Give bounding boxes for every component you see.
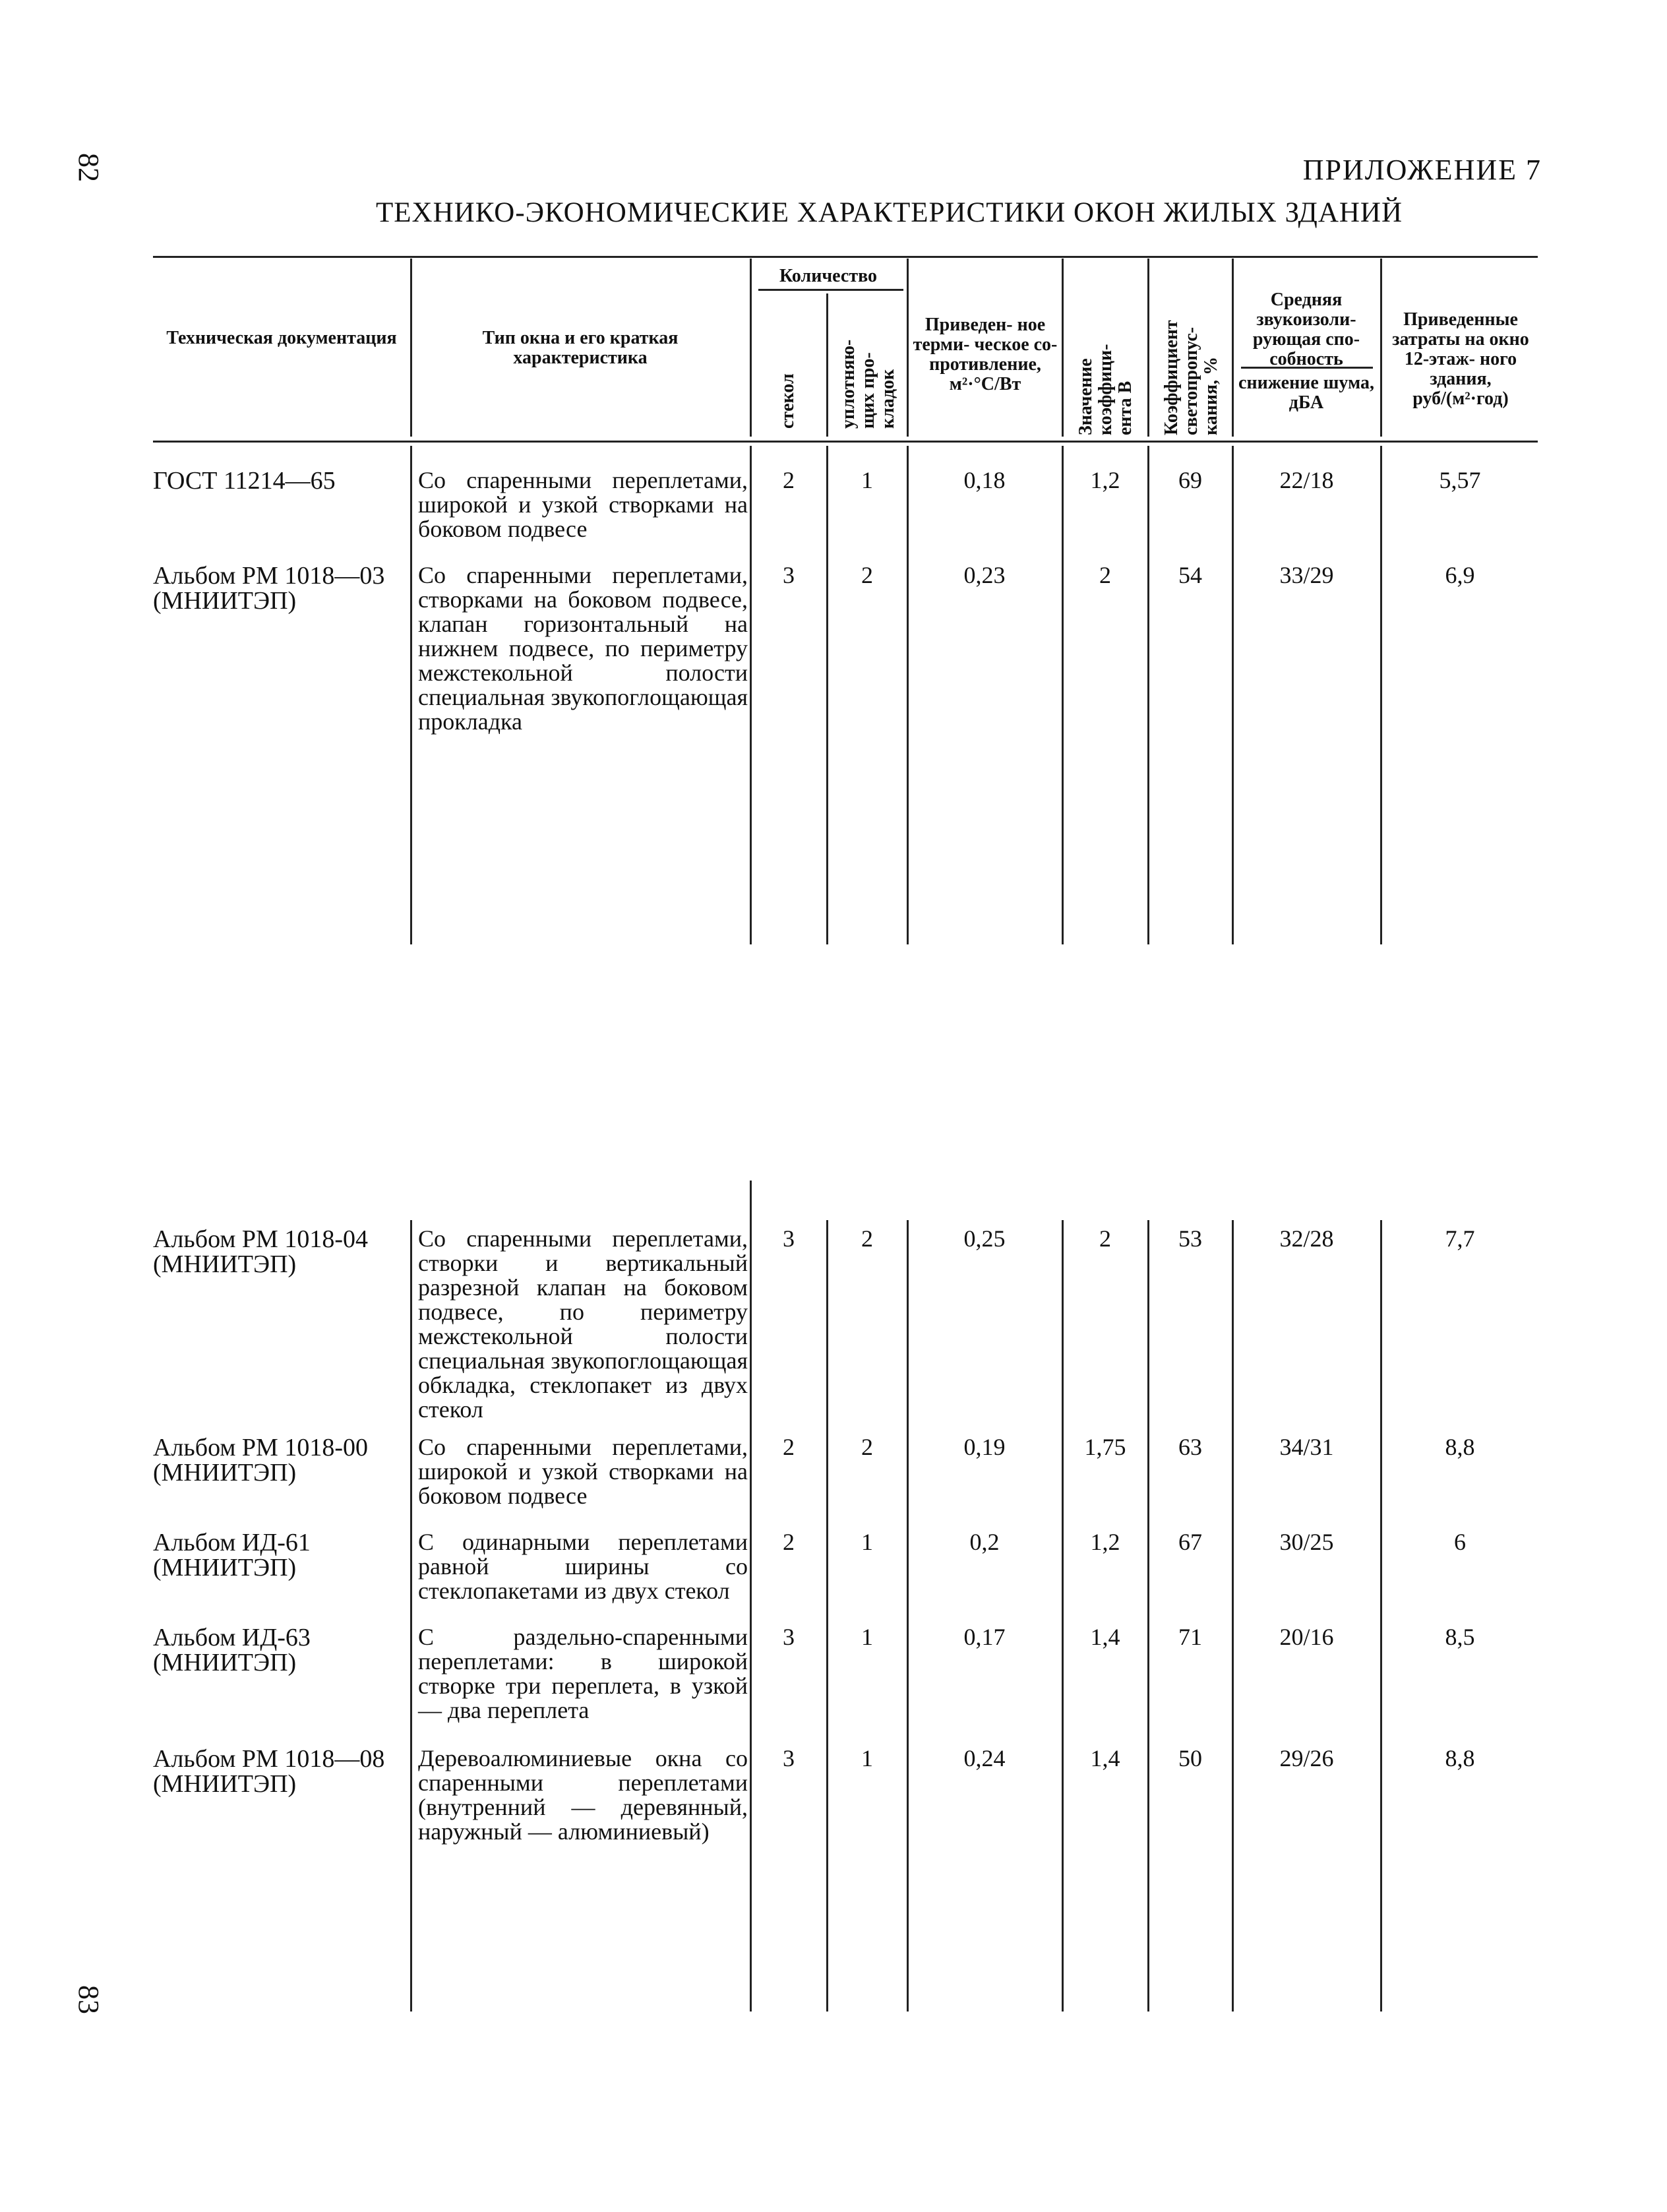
- header-type: Тип окна и его краткая характеристика: [482, 328, 679, 368]
- page-number-bottom: 83: [73, 1985, 105, 2014]
- body-sep: [1380, 1220, 1382, 2012]
- row-noise: 30/25: [1279, 1529, 1334, 1555]
- body-sep: [410, 446, 412, 944]
- header-sep: [907, 259, 909, 437]
- body-sep: [1147, 446, 1149, 944]
- row-desc: Со спаренными переплетами, створки и вертикальный разрезной клапан на боковом подвесе, по периметру межстекольной полости специальная звукопоглощающая обкладка, стеклопакет из двух стекол: [418, 1225, 748, 1423]
- appendix-label: ПРИЛОЖЕНИЕ 7: [1302, 154, 1542, 186]
- row-noise: 34/31: [1279, 1434, 1334, 1460]
- header-sep: [1380, 259, 1382, 437]
- row-cost: 6,9: [1445, 562, 1475, 588]
- header-sep: [1062, 259, 1064, 437]
- header-noise: снижение шума, дБА: [1238, 373, 1374, 413]
- row-coef-b: 1,2: [1090, 1529, 1120, 1555]
- row-glass: 3: [783, 1624, 795, 1650]
- page-title: ТЕХНИКО-ЭКОНОМИЧЕСКИЕ ХАРАКТЕРИСТИКИ ОКОН ЖИЛЫХ ЗДАНИЙ: [376, 197, 1403, 228]
- row-noise: 22/18: [1279, 467, 1334, 493]
- row-doc: Альбом ИД-61 (МНИИТЭП): [153, 1529, 311, 1582]
- row-cost: 5,57: [1439, 467, 1481, 493]
- body-sep: [1232, 1220, 1234, 2012]
- body-sep: [826, 446, 828, 944]
- header-quantity: Количество: [779, 266, 878, 286]
- row-seals: 1: [861, 1624, 873, 1650]
- row-desc: Со спаренными переплетами, широкой и узкой створками на боковом подвесе: [418, 1434, 748, 1509]
- row-doc: Альбом РМ 1018-04 (МНИИТЭП): [153, 1225, 368, 1278]
- body-sep: [826, 1220, 828, 2012]
- header-sep: [410, 259, 412, 437]
- row-cost: 6: [1454, 1529, 1466, 1555]
- row-noise: 29/26: [1279, 1745, 1334, 1771]
- row-desc: Деревоалюминиевые окна со спаренными переплетами (внутренний — деревянный, наружный — алюминиевый): [418, 1745, 748, 1845]
- row-thermal: 0,19: [963, 1434, 1006, 1460]
- row-seals: 2: [861, 1434, 873, 1460]
- row-thermal: 0,23: [963, 562, 1006, 588]
- row-glass: 3: [783, 1745, 795, 1771]
- row-light: 69: [1178, 467, 1202, 493]
- row-thermal: 0,18: [963, 467, 1006, 493]
- row-desc: Со спаренными переплетами, створками на боковом подвесе, клапан горизонтальный на нижнем подвесе, по периметру межстекольной полости специальная звукопоглощающая прокладка: [418, 562, 748, 735]
- row-light: 54: [1178, 562, 1202, 588]
- header-glass: стекол: [777, 373, 798, 429]
- row-cost: 8,5: [1445, 1624, 1475, 1650]
- row-doc: Альбом РМ 1018—03 (МНИИТЭП): [153, 562, 385, 615]
- body-sep: [907, 1220, 909, 2012]
- row-thermal: 0,2: [969, 1529, 1000, 1555]
- page-number-top: 82: [73, 153, 105, 182]
- row-glass: 3: [783, 562, 795, 588]
- row-doc: ГОСТ 11214—65: [153, 467, 336, 495]
- body-sep: [750, 1220, 752, 2012]
- body-sep: [1062, 1220, 1064, 2012]
- header-coef-b: Значение коэффици- ента B: [1076, 344, 1136, 435]
- header-sep: [826, 293, 828, 437]
- row-light: 53: [1178, 1225, 1202, 1252]
- row-light: 63: [1178, 1434, 1202, 1460]
- header-sound: Средняя звукоизоли- рующая спо- собность: [1252, 290, 1360, 369]
- row-seals: 1: [861, 1529, 873, 1555]
- table-top-rule: [153, 256, 1538, 258]
- body-sep: [750, 446, 752, 944]
- row-cost: 8,8: [1445, 1745, 1475, 1771]
- header-bottom-rule: [153, 441, 1538, 443]
- row-doc: Альбом ИД-63 (МНИИТЭП): [153, 1624, 311, 1676]
- header-seals: уплотняю- щих про- кладок: [838, 339, 898, 429]
- header-thermal: Приведен- ное терми- ческое со- противление, м²·°C/Вт: [913, 315, 1058, 394]
- row-desc: Со спаренными переплетами, широкой и узкой створками на боковом подвесе: [418, 467, 748, 542]
- row-seals: 2: [861, 1225, 873, 1252]
- body-sep: [1062, 446, 1064, 944]
- row-doc: Альбом РМ 1018-00 (МНИИТЭП): [153, 1434, 368, 1487]
- row-thermal: 0,24: [963, 1745, 1006, 1771]
- row-coef-b: 1,4: [1090, 1745, 1120, 1771]
- row-cost: 7,7: [1445, 1225, 1475, 1252]
- row-glass: 2: [783, 467, 795, 493]
- header-cost: Приведенные затраты на окно 12-этаж- ного здания, руб/(м²·год): [1392, 309, 1529, 409]
- row-coef-b: 2: [1099, 1225, 1111, 1252]
- body-sep: [1147, 1220, 1149, 2012]
- row-light: 67: [1178, 1529, 1202, 1555]
- row-thermal: 0,17: [963, 1624, 1006, 1650]
- row-glass: 2: [783, 1434, 795, 1460]
- row-desc: С одинарными переплетами равной ширины со стеклопакетами из двух стекол: [418, 1529, 748, 1604]
- row-light: 71: [1178, 1624, 1202, 1650]
- header-sep: [1232, 259, 1234, 437]
- quantity-underline: [758, 289, 903, 291]
- header-doc: Техническая документация: [166, 328, 397, 348]
- body-sep: [1380, 446, 1382, 944]
- row-glass: 3: [783, 1225, 795, 1252]
- row-light: 50: [1178, 1745, 1202, 1771]
- header-sep: [1147, 259, 1149, 437]
- row-seals: 1: [861, 1745, 873, 1771]
- body-sep: [907, 446, 909, 944]
- row-noise: 33/29: [1279, 562, 1334, 588]
- row-desc: С раздельно-спаренными переплетами: в широкой створке три переплета, в узкой — два переплета: [418, 1624, 748, 1723]
- body-sep: [410, 1220, 412, 2012]
- row-coef-b: 1,75: [1084, 1434, 1126, 1460]
- row-noise: 20/16: [1279, 1624, 1334, 1650]
- row-coef-b: 1,4: [1090, 1624, 1120, 1650]
- row-seals: 1: [861, 467, 873, 493]
- body-sep: [1232, 446, 1234, 944]
- row-noise: 32/28: [1279, 1225, 1334, 1252]
- body-sep: [750, 1181, 752, 1220]
- row-thermal: 0,25: [963, 1225, 1006, 1252]
- row-glass: 2: [783, 1529, 795, 1555]
- row-cost: 8,8: [1445, 1434, 1475, 1460]
- header-light: Коэффициент светопропус- кания, %: [1161, 320, 1221, 435]
- row-seals: 2: [861, 562, 873, 588]
- row-coef-b: 2: [1099, 562, 1111, 588]
- row-doc: Альбом РМ 1018—08 (МНИИТЭП): [153, 1745, 385, 1798]
- row-coef-b: 1,2: [1090, 467, 1120, 493]
